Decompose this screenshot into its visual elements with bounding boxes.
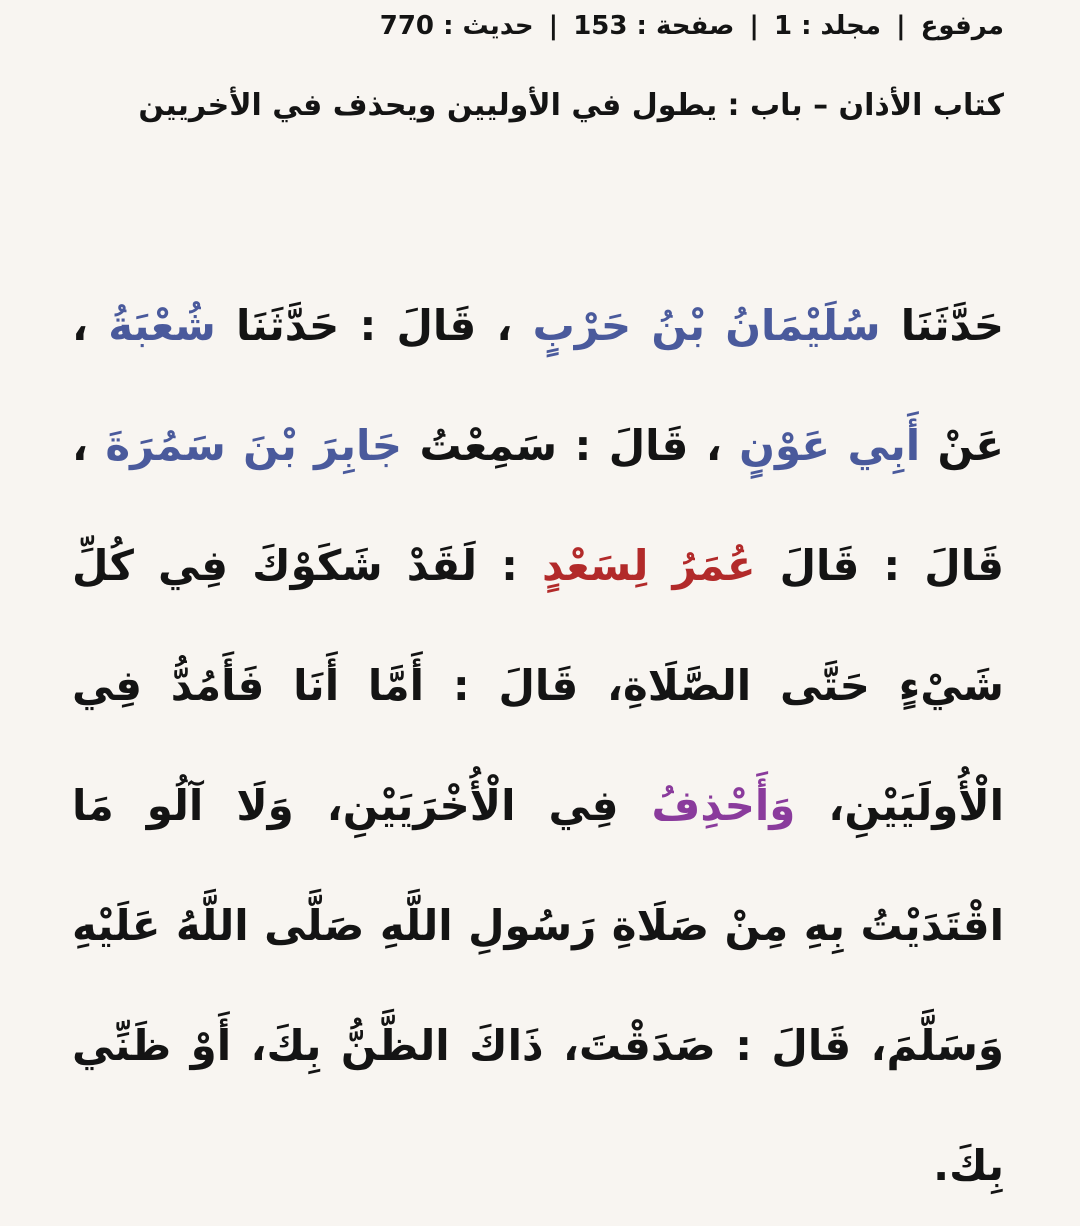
highlighted-word[interactable]: وَأَحْذِفُ <box>651 781 796 830</box>
volume-label: مجلد : 1 <box>773 11 882 41</box>
separator: | <box>749 11 759 41</box>
status-label: مرفوع <box>920 11 1004 41</box>
hadith-text-segment: حَدَّثَنَا <box>880 301 1005 350</box>
hadith-text-segment: ، قَالَ : قَالَ <box>72 421 1005 590</box>
hadith-text-segment: : لَقَدْ شَكَوْكَ فِي كُلِّ شَيْءٍ حَتَّى الصَّلَاةِ، قَالَ : أَمَّا أَنَا فَأَمُدُّ فِي الْأُولَيَيْنِ، <box>72 541 1004 830</box>
hadith-text-segment: ، قَالَ : سَمِعْتُ <box>402 421 740 470</box>
narrator-shuba[interactable]: شُعْبَةُ <box>108 301 216 350</box>
hadith-number-label: حديث : 770 <box>379 11 534 41</box>
separator: | <box>896 11 906 41</box>
narrator-abi-awn[interactable]: أَبِي عَوْنٍ <box>739 421 921 470</box>
narrator-sulayman-ibn-harb[interactable]: سُلَيْمَانُ بْنُ حَرْبٍ <box>532 301 881 350</box>
speaker-umar-to-sad[interactable]: عُمَرُ لِسَعْدٍ <box>541 541 756 590</box>
page-label: صفحة : 153 <box>573 11 735 41</box>
hadith-text-segment: ، قَالَ : حَدَّثَنَا <box>215 301 533 350</box>
hadith-text <box>72 266 1004 1226</box>
hadith-reference-line <box>72 8 1004 44</box>
separator: | <box>548 11 559 41</box>
hadith-text-segment: ، عَنْ <box>72 301 1004 470</box>
book-chapter-heading: كتاب الأذان – باب : يطول في الأوليين ويحذف في الأخريين <box>138 88 1004 123</box>
narrator-jabir-ibn-samura[interactable]: جَابِرَ بْنَ سَمُرَةَ <box>105 421 403 470</box>
hadith-text-segment: فِي الْأُخْرَيَيْنِ، وَلَا آلُو مَا اقْتَدَيْتُ بِهِ مِنْ صَلَاةِ رَسُولِ اللَّهِ صَلَّى اللَّهُ عَلَيْهِ وَسَلَّمَ، قَالَ : صَدَقْتَ، ذَاكَ الظَّنُّ بِكَ، أَوْ ظَنِّي بِكَ. <box>72 781 1004 1190</box>
